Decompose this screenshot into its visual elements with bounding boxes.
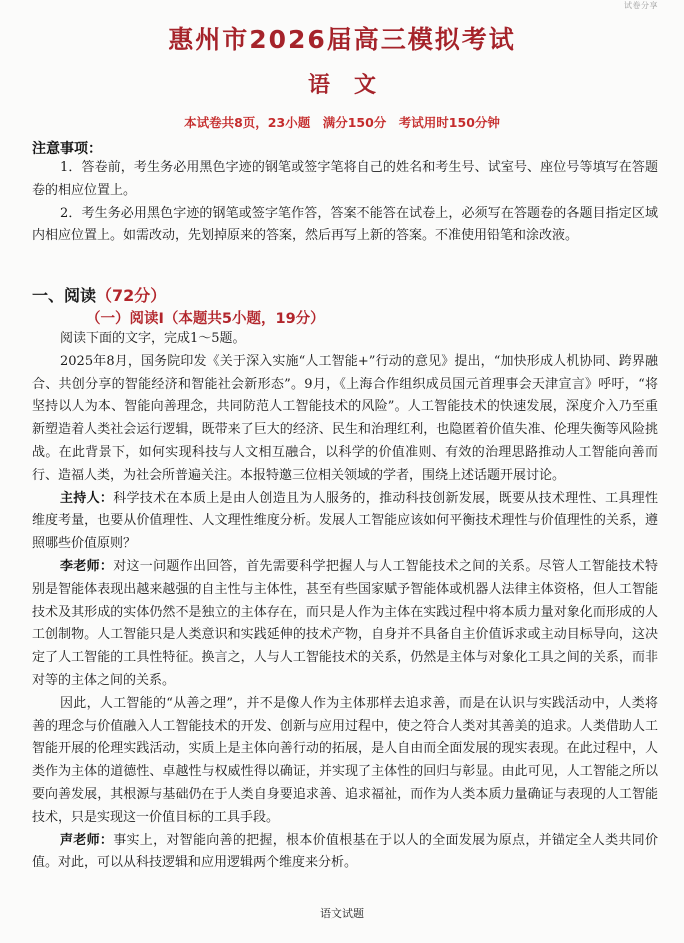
subsection-heading	[86, 307, 325, 328]
watermark: 试卷分享	[624, 1, 658, 10]
subsection-heading-main: （一）阅读Ⅰ	[86, 311, 164, 327]
notice-list	[32, 157, 658, 248]
host-text: 科学技术在本质上是由人创造且为人服务的，推动科技创新发展，既要从技术理性、工具理性维度考量，也要从价值理性、人文理性维度分析。发展人工智能应该如何平衡技术理性与价值理性的关系，遵照哪些价值原则？	[32, 490, 658, 552]
sheng-text: 事实上，对智能向善的把握，根本价值根基在于以人的全面发展为原点，并锚定全人类共同价值。对此，可以从科技逻辑和应用逻辑两个维度来分析。	[32, 832, 658, 871]
subject-title: 语文	[307, 73, 400, 98]
section-heading-points: （72分）	[96, 286, 167, 305]
subsection-heading-points: （本题共5小题，19分）	[163, 311, 325, 327]
section-heading-main: 一、阅读	[32, 286, 97, 305]
sheng-paragraph	[32, 830, 658, 876]
page-footer: 语文试题	[320, 907, 364, 920]
host-label: 主持人：	[60, 490, 114, 506]
section-heading	[32, 283, 166, 306]
li-text: 对这一问题作出回答，首先需要科学把握人与人工智能技术之间的关系。尽管人工智能技术特别是智能体表现出越来越强的自主性与主体性，甚至有些国家赋予智能体或机器人法律主体资格，但人工智能技术及其形成的实体仍然不是独立的主体存在，而只是人作为主体在实践过程中将本质力量对象化而形成的人工创制物。人工智能只是人类意识和实践延伸的技术产物，自身并不具备自主价值诉求或主动目标导向，这决定了人工智能的工具性特征。换言之，人与人工智能技术的关系，仍然是主体与对象化工具之间的关系，而非对等的主体之间的关系。	[32, 558, 658, 688]
host-paragraph	[32, 488, 658, 556]
notice-heading: 注意事项：	[32, 141, 102, 157]
intro-paragraph: 2025年8月，国务院印发《关于深入实施“人工智能+”行动的意见》提出，“加快形成人机协同、跨界融合、共创分享的智能经济和智能社会新形态”。9月，《上海合作组织成员国元首理事会天津宣言》呼吁，“将坚持以人为本、智能向善理念，共同防范人工智能技术的风险”。人工智能技术的快速发展，深度介入乃至重新塑造着人类社会运行逻辑，既带来了巨大的经济、民生和治理红利，也隐匿着价值失准、伦理失衡等风险挑战。在此背景下，如何实现科技与人文相互融合，以科学的价值准则、有效的治理思路推动人工智能向善而行、造福人类，为社会所普遍关注。本报特邀三位相关领域的学者，围绕上述话题开展讨论。	[32, 353, 658, 483]
sheng-label: 声老师：	[60, 832, 114, 848]
exam-info: 本试卷共8页，23小题 满分150分 考试用时150分钟	[184, 115, 500, 130]
exam-title: 惠州市2026届高三模拟考试	[168, 25, 516, 54]
instruction: 阅读下面的文字，完成1～5题。	[60, 331, 246, 346]
li-paragraph-1	[32, 556, 658, 693]
li-paragraph-2: 因此，人工智能的“从善之理”，并不是像人作为主体那样去追求善，而是在认识与实践活动中，人类将善的理念与价值融入人工智能技术的开发、创新与应用过程中，使之符合人类对其善美的追求。人类借助人工智能开展的伦理实践活动，实质上是主体向善行动的拓展，是人自由而全面发展的现实表现。在此过程中，人类作为主体的道德性、卓越性与权威性得以确证，并实现了主体性的回归与彰显。由此可见，人工智能之所以要向善发展，其根源与基础仍在于人类自身要追求善、追求福祉，而作为人类本质力量确证与表现的人工智能技术，只是实现这一价值目标的工具手段。	[32, 695, 658, 825]
notice-item-2: 2．考生务必用黑色字迹的钢笔或签字笔作答，答案不能答在试卷上，必须写在答题卷的各题目指定区域内相应位置上。如需改动，先划掉原来的答案，然后再写上新的答案。不准使用铅笔和涂改液。	[32, 205, 658, 244]
notice-item-1: 1．答卷前，考生务必用黑色字迹的钢笔或签字笔将自己的姓名和考生号、试室号、座位号等填写在答题卷的相应位置上。	[32, 160, 658, 198]
li-label: 李老师：	[60, 558, 114, 574]
passage	[32, 328, 658, 875]
